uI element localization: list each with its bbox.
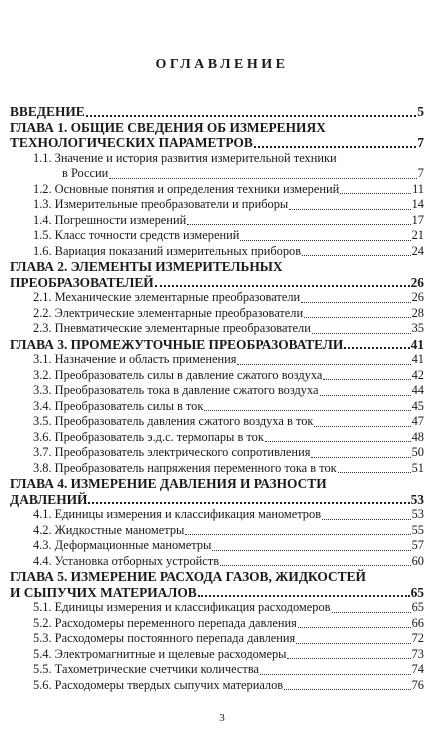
toc-entry-section [10, 445, 424, 461]
toc-page-number: 65 [410, 584, 424, 600]
leader-dots [302, 255, 411, 256]
toc-entry-section [10, 554, 424, 570]
leader-dots [198, 595, 410, 597]
leader-dots [220, 565, 411, 566]
section-title: 3.8. Преобразователь напряжения переменного тока в ток [33, 460, 337, 475]
section-title: 5.5. Тахометрические счетчики количества [33, 662, 260, 676]
leader-dots [204, 410, 410, 411]
toc-page-number: 28 [411, 305, 424, 320]
leader-dots [289, 209, 410, 210]
toc-page-number: 60 [411, 553, 424, 568]
leader-dots [320, 395, 411, 396]
leader-dots [304, 317, 410, 318]
toc-entry-section [10, 228, 424, 244]
toc-entry-section [10, 631, 424, 647]
toc-page-number: 51 [411, 460, 424, 475]
toc-entry-section [10, 352, 424, 368]
section-1-1-title-line1: 1.1. Значение и история развития измерительной техники [33, 150, 337, 165]
table-of-contents [10, 104, 424, 693]
section-title: 5.3. Расходомеры постоянного перепада давления [33, 631, 296, 645]
toc-entry-section [10, 461, 424, 477]
toc-entry-section [10, 414, 424, 430]
toc-entry-section [10, 507, 424, 523]
section-title: 3.6. Преобразователь э.д.с. термопары в ток [33, 429, 264, 444]
toc-entry-section [10, 244, 424, 260]
leader-dots [344, 347, 409, 349]
toc-entry-chapter-5 [10, 585, 424, 601]
toc-page-number: 42 [411, 367, 424, 382]
leader-dots [185, 534, 410, 535]
leader-dots [296, 643, 410, 644]
section-title: 3.3. Преобразователь тока в давление сжатого воздуха [33, 383, 319, 397]
toc-entry-chapter-3 [10, 337, 424, 353]
leader-dots [240, 240, 410, 241]
chapter-2-title-line1: ГЛАВА 2. ЭЛЕМЕНТЫ ИЗМЕРИТЕЛЬНЫХ [10, 259, 283, 274]
page-number: 3 [219, 712, 225, 724]
section-title: 3.4. Преобразователь силы в ток [33, 398, 204, 413]
section-title: 4.3. Деформационные манометры [33, 538, 212, 552]
section-title: 1.6. Вариация показаний измерительных приборов [33, 243, 302, 258]
leader-dots [237, 364, 410, 365]
toc-page-number: 5 [417, 104, 424, 119]
toc-entry-section [10, 678, 424, 694]
toc-entry-section [10, 368, 424, 384]
leader-dots [340, 193, 411, 194]
section-title: 4.1. Единицы измерения и классификация манометров [33, 507, 322, 521]
toc-page-number: 73 [411, 646, 424, 661]
toc-entry-section [10, 600, 424, 616]
toc-entry-section [10, 306, 424, 322]
toc-entry-section [10, 399, 424, 415]
toc-page-number: 24 [411, 243, 424, 258]
toc-entry-section [10, 197, 424, 213]
toc-page-number: 53 [411, 507, 424, 521]
toc-page-number: 14 [411, 197, 424, 211]
toc-page-number: 44 [411, 383, 424, 397]
leader-dots [298, 627, 411, 628]
leader-dots [265, 441, 411, 442]
toc-page-number: 45 [411, 398, 424, 413]
leader-dots [323, 379, 410, 380]
leader-dots [187, 224, 410, 225]
section-title: 3.1. Назначение и область применения [33, 352, 237, 366]
toc-page-number: 55 [411, 522, 424, 537]
section-title: 2.3. Пневматические элементарные преобразователи [33, 321, 311, 335]
toc-page-number: 21 [411, 228, 424, 242]
toc-entry-section [10, 290, 424, 306]
leader-dots [109, 178, 417, 179]
toc-entry-section [10, 647, 424, 663]
leader-dots [212, 550, 410, 551]
page-title: ОГЛАВЛЕНИЕ [155, 57, 289, 72]
toc-page-number: 48 [411, 429, 424, 444]
section-title: 4.2. Жидкостные манометры [33, 522, 185, 537]
toc-page-number: 50 [411, 445, 424, 459]
section-title: 5.2. Расходомеры переменного перепада давления [33, 615, 297, 630]
toc-entry-section [10, 662, 424, 678]
toc-page-number: 11 [412, 181, 424, 196]
chapter-1-title-line2: ТЕХНОЛОГИЧЕСКИХ ПАРАМЕТРОВ [10, 135, 253, 150]
chapter-3-title: ГЛАВА 3. ПРОМЕЖУТОЧНЫЕ ПРЕОБРАЗОВАТЕЛИ [10, 336, 344, 352]
leader-dots [88, 502, 409, 504]
section-title: 5.6. Расходомеры твердых сыпучих материалов [33, 677, 284, 692]
leader-dots [301, 302, 410, 303]
toc-entry-title: ВВЕДЕНИЕ [10, 104, 85, 119]
section-title: 1.3. Измерительные преобразователи и приборы [33, 197, 289, 211]
section-title: 1.5. Класс точности средств измерений [33, 228, 240, 242]
toc-entry-chapter-1 [10, 135, 424, 151]
toc-entry-section [10, 523, 424, 539]
leader-dots [338, 472, 411, 473]
toc-entry-section [10, 616, 424, 632]
chapter-5-title-line1: ГЛАВА 5. ИЗМЕРЕНИЕ РАСХОДА ГАЗОВ, ЖИДКОСТЕЙ [10, 569, 366, 584]
section-title: 5.4. Электромагнитные и щелевые расходомеры [33, 646, 287, 661]
section-title: 4.4. Установка отборных устройств [33, 553, 220, 568]
section-title: 2.2. Электрические элементарные преобразователи [33, 305, 304, 320]
leader-dots [260, 674, 411, 675]
section-title: 1.2. Основные понятия и определения техники измерений [33, 181, 340, 196]
leader-dots [311, 457, 410, 458]
toc-page-number: 57 [411, 538, 424, 552]
leader-dots [322, 519, 411, 520]
chapter-5-title-line2: И СЫПУЧИХ МАТЕРИАЛОВ [10, 584, 197, 600]
toc-page-number: 53 [410, 491, 424, 507]
section-1-1-title-line2: в России [62, 166, 109, 180]
chapter-1-title-line1: ГЛАВА 1. ОБЩИЕ СВЕДЕНИЯ ОБ ИЗМЕРЕНИЯХ [10, 119, 326, 135]
leader-dots [287, 658, 410, 659]
toc-entry-section [10, 182, 424, 198]
leader-dots [312, 333, 411, 334]
toc-page-number: 72 [411, 631, 424, 645]
section-title: 5.1. Единицы измерения и классификация расходомеров [33, 600, 331, 614]
toc-entry-section [10, 430, 424, 446]
toc-page-number: 76 [411, 677, 424, 692]
toc-page-number: 66 [411, 615, 424, 630]
toc-page-number: 7 [417, 166, 424, 180]
chapter-4-title-line1: ГЛАВА 4. ИЗМЕРЕНИЕ ДАВЛЕНИЯ И РАЗНОСТИ [10, 476, 327, 491]
section-title: 3.7. Преобразователь электрического сопротивления [33, 445, 311, 459]
toc-page-number: 47 [411, 414, 424, 428]
toc-page-number: 41 [411, 352, 424, 366]
toc-entry-section [10, 321, 424, 337]
toc-page-number: 41 [410, 336, 424, 352]
toc-entry-section [10, 383, 424, 399]
toc-entry-chapter-2 [10, 275, 424, 291]
section-title: 1.4. Погрешности измерений [33, 212, 187, 227]
leader-dots [155, 285, 410, 287]
section-title: 2.1. Механические элементарные преобразователи [33, 290, 301, 304]
chapter-2-title-line2: ПРЕОБРАЗОВАТЕЛЕЙ [10, 274, 154, 290]
toc-entry-section [10, 213, 424, 229]
toc-page-number: 26 [410, 274, 424, 290]
toc-entry-chapter-4 [10, 492, 424, 508]
toc-page-number: 17 [411, 212, 424, 227]
leader-dots [254, 146, 417, 148]
toc-entry-section-1-1 [10, 166, 424, 182]
section-title: 3.5. Преобразователь давления сжатого воздуха в ток [33, 414, 314, 428]
leader-dots [284, 689, 410, 690]
leader-dots [86, 115, 417, 117]
leader-dots [332, 612, 411, 613]
leader-dots [314, 426, 410, 427]
toc-page-number: 65 [411, 600, 424, 614]
chapter-4-title-line2: ДАВЛЕНИЙ [10, 491, 88, 507]
toc-entry-section [10, 538, 424, 554]
toc-page-number: 26 [411, 290, 424, 304]
toc-entry-intro [10, 104, 424, 120]
toc-page-number: 35 [411, 321, 424, 335]
toc-page-number: 7 [417, 135, 424, 150]
toc-page-number: 74 [411, 662, 424, 676]
section-title: 3.2. Преобразователь силы в давление сжатого воздуха [33, 367, 323, 382]
